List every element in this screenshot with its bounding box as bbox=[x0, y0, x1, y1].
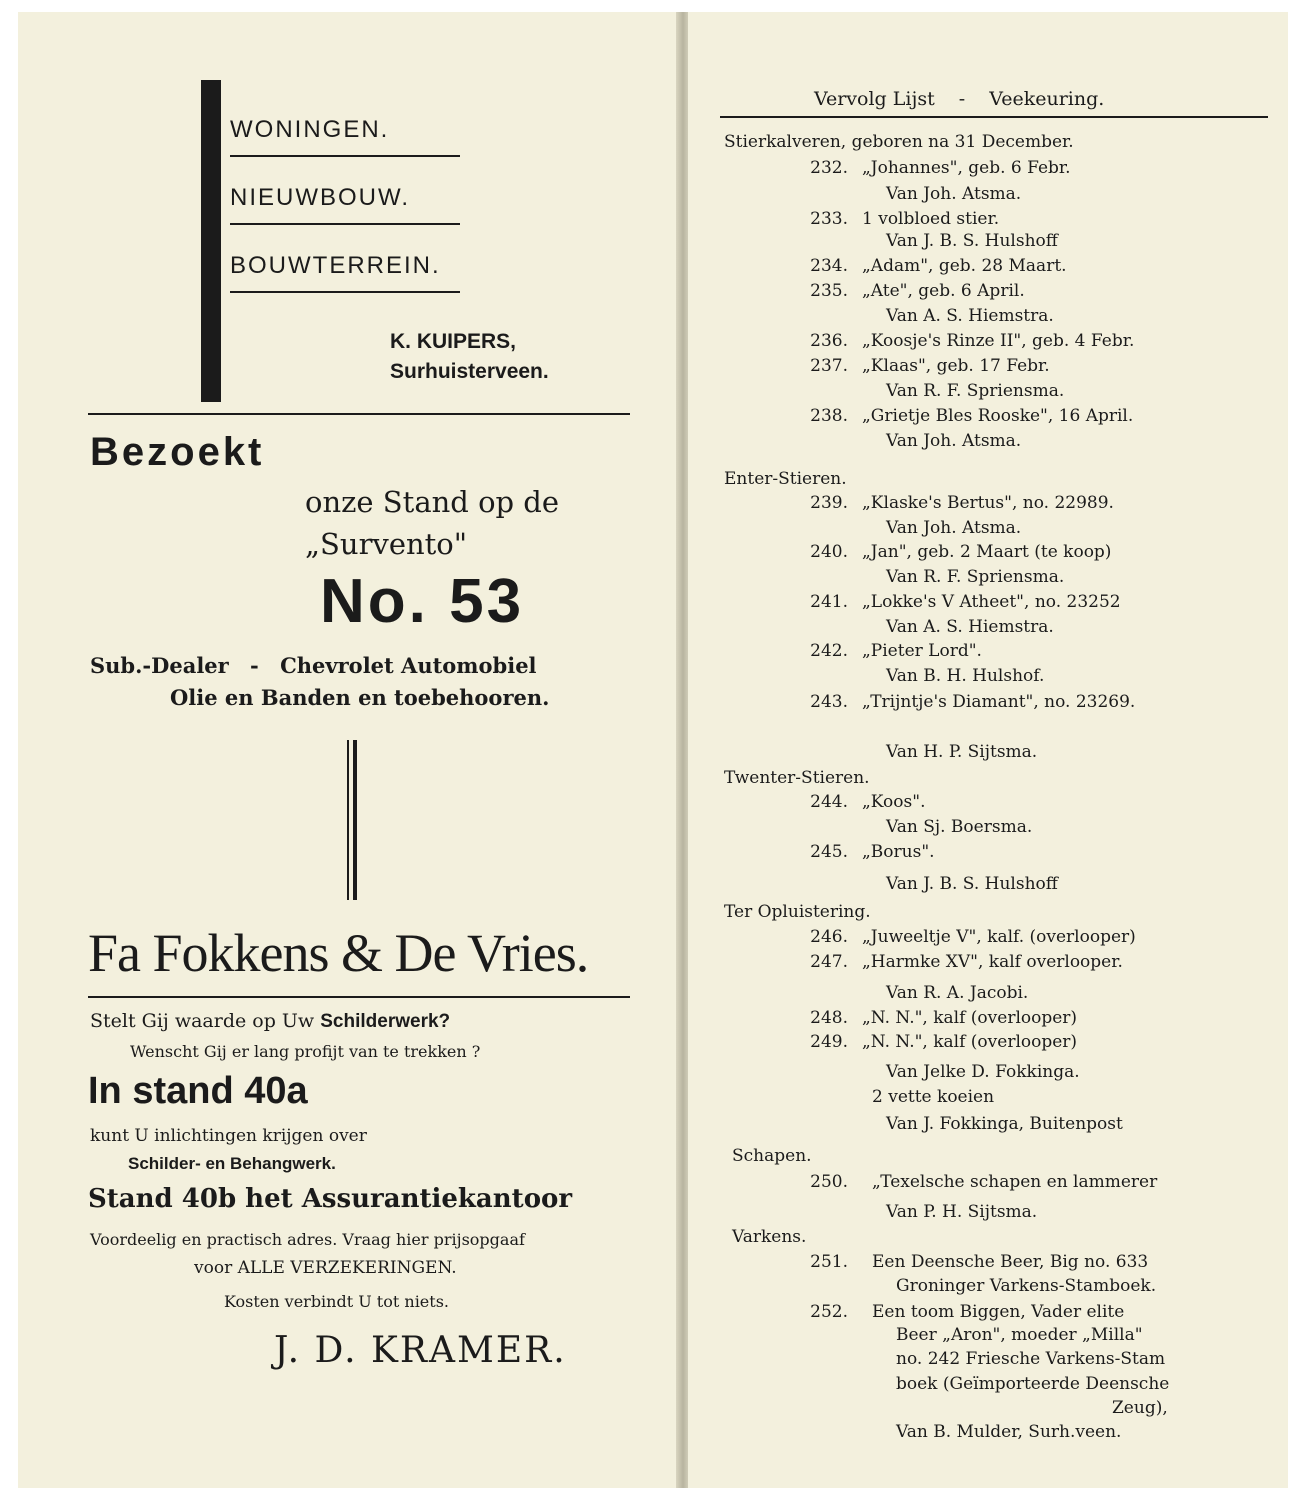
item-number: 247. bbox=[810, 952, 848, 972]
item-text: „Ate", geb. 6 April. bbox=[862, 281, 1025, 301]
item-owner: Van Joh. Atsma. bbox=[886, 518, 1022, 538]
item-number: 252. bbox=[810, 1302, 848, 1322]
item-owner: no. 242 Friesche Varkens-Stam bbox=[896, 1349, 1166, 1369]
item-owner: Van Joh. Atsma. bbox=[886, 431, 1022, 451]
item-text: „Adam", geb. 28 Maart. bbox=[862, 256, 1067, 276]
item-number: 238. bbox=[810, 406, 848, 426]
right-page bbox=[688, 12, 1288, 1488]
category-heading: Varkens. bbox=[732, 1227, 807, 1247]
item-text: „Koos". bbox=[862, 792, 926, 812]
item-number: 232. bbox=[810, 158, 848, 178]
header-subtitle: Veekeuring. bbox=[989, 88, 1105, 110]
header-rule bbox=[720, 116, 1268, 118]
item-number: 239. bbox=[810, 493, 848, 513]
voordeelig-line: Voordeelig en practisch adres. Vraag hier prijsopgaaf bbox=[90, 1230, 525, 1249]
dealer-dash: - bbox=[250, 653, 259, 678]
ad-line-nieuwbouw: NIEUWBOUW. bbox=[230, 184, 410, 211]
item-text: „Klaas", geb. 17 Febr. bbox=[862, 356, 1050, 376]
item-text: „Grietje Bles Rooske", 16 April. bbox=[862, 406, 1134, 426]
item-text: 1 volbloed stier. bbox=[862, 209, 1000, 229]
item-owner: Van Joh. Atsma. bbox=[886, 184, 1022, 204]
category-heading: Stierkalveren, geboren na 31 December. bbox=[724, 132, 1074, 152]
stand-40b: Stand 40b het Assurantiekantoor bbox=[88, 1184, 573, 1214]
stand-number: No. 53 bbox=[320, 567, 525, 636]
item-owner: Van J. Fokkinga, Buitenpost bbox=[886, 1114, 1123, 1134]
item-owner: Zeug), bbox=[1112, 1398, 1168, 1418]
item-number: 237. bbox=[810, 356, 848, 376]
letter-f-bar bbox=[201, 80, 221, 402]
item-owner: Van B. H. Hulshof. bbox=[886, 666, 1045, 686]
item-number: 251. bbox=[810, 1252, 848, 1272]
item-owner: Groninger Varkens-Stamboek. bbox=[896, 1276, 1157, 1296]
survento-name: „Survento" bbox=[305, 527, 468, 561]
item-owner: Van A. S. Hiemstra. bbox=[886, 306, 1054, 326]
divider bbox=[230, 291, 460, 293]
item-owner: Van J. B. S. Hulshoff bbox=[886, 231, 1058, 251]
item-text: Een toom Biggen, Vader elite bbox=[872, 1302, 1125, 1322]
kuipers-name: K. KUIPERS, bbox=[390, 330, 517, 353]
item-number: 240. bbox=[810, 542, 848, 562]
stand-line: onze Stand op de bbox=[305, 485, 560, 519]
category-heading: Ter Opluistering. bbox=[724, 902, 871, 922]
item-text: „Johannes", geb. 6 Febr. bbox=[862, 158, 1071, 178]
item-owner: boek (Geïmporteerde Deensche bbox=[896, 1374, 1170, 1394]
divider bbox=[88, 413, 630, 415]
fokkens-company: Fa Fokkens & De Vries. bbox=[88, 923, 589, 983]
item-text: „Jan", geb. 2 Maart (te koop) bbox=[862, 542, 1112, 562]
stand-40a: In stand 40a bbox=[88, 1070, 308, 1112]
item-number: 236. bbox=[810, 331, 848, 351]
decorative-line bbox=[347, 740, 349, 900]
item-number: 234. bbox=[810, 256, 848, 276]
kuipers-place: Surhuisterveen. bbox=[390, 360, 549, 383]
item-text: „Harmke XV", kalf overlooper. bbox=[862, 952, 1123, 972]
item-number: 233. bbox=[810, 209, 848, 229]
divider bbox=[230, 223, 460, 225]
behangwerk-line: Schilder- en Behangwerk. bbox=[128, 1154, 336, 1173]
item-owner: Van Sj. Boersma. bbox=[886, 817, 1033, 837]
item-number: 244. bbox=[810, 792, 848, 812]
item-number: 249. bbox=[810, 1032, 848, 1052]
schilderwerk-bold: Schilderwerk? bbox=[320, 1011, 451, 1032]
item-owner: Van P. H. Sijtsma. bbox=[886, 1202, 1038, 1222]
item-number: 241. bbox=[810, 592, 848, 612]
item-number: 246. bbox=[810, 927, 848, 947]
decorative-line bbox=[353, 740, 357, 900]
category-heading: Enter-Stieren. bbox=[724, 469, 847, 489]
item-number: 235. bbox=[810, 281, 848, 301]
left-page bbox=[18, 12, 678, 1488]
item-text: 2 vette koeien bbox=[872, 1087, 995, 1107]
dealer-products: Olie en Banden en toebehooren. bbox=[170, 685, 550, 710]
kosten-line: Kosten verbindt U tot niets. bbox=[224, 1292, 449, 1311]
item-text: „Klaske's Bertus", no. 22989. bbox=[862, 493, 1114, 513]
inlichtingen-line: kunt U inlichtingen krijgen over bbox=[90, 1126, 367, 1146]
ad-line-bouwterrein: BOUWTERREIN. bbox=[230, 252, 441, 279]
item-owner: Van A. S. Hiemstra. bbox=[886, 617, 1054, 637]
profijt-line: Wenscht Gij er lang profijt van te trekken ? bbox=[130, 1042, 481, 1061]
category-heading: Twenter-Stieren. bbox=[724, 768, 870, 788]
item-number: 242. bbox=[810, 641, 848, 661]
header-title: Vervolg Lijst bbox=[814, 88, 935, 110]
list-header bbox=[814, 88, 1104, 110]
kramer-signature: J. D. KRAMER. bbox=[274, 1330, 567, 1371]
ad-line-woningen: WONINGEN. bbox=[230, 116, 390, 143]
item-text: „N. N.", kalf (overlooper) bbox=[862, 1032, 1078, 1052]
item-text: „Borus". bbox=[862, 842, 935, 862]
item-owner: Van R. F. Spriensma. bbox=[886, 381, 1065, 401]
item-text: „Lokke's V Atheet", no. 23252 bbox=[862, 592, 1121, 612]
item-number: 250. bbox=[810, 1172, 848, 1192]
verzekeringen-line: voor ALLE VERZEKERINGEN. bbox=[194, 1258, 457, 1278]
item-owner: Van R. F. Spriensma. bbox=[886, 567, 1065, 587]
item-number: 243. bbox=[810, 692, 848, 712]
item-owner: Van R. A. Jacobi. bbox=[886, 983, 1029, 1003]
dealer-label: Sub.-Dealer bbox=[90, 653, 229, 678]
item-number: 248. bbox=[810, 1008, 848, 1028]
item-text: „Koosje's Rinze II", geb. 4 Febr. bbox=[862, 331, 1135, 351]
item-text: Een Deensche Beer, Big no. 633 bbox=[872, 1252, 1149, 1272]
item-text: „Trijntje's Diamant", no. 23269. bbox=[862, 692, 1136, 712]
divider bbox=[230, 155, 460, 157]
header-dash: - bbox=[958, 88, 966, 110]
item-owner: Van Jelke D. Fokkinga. bbox=[886, 1062, 1080, 1082]
category-heading: Schapen. bbox=[732, 1146, 812, 1166]
item-owner: Van H. P. Sijtsma. bbox=[886, 742, 1038, 762]
item-owner: Beer „Aron", moeder „Milla" bbox=[896, 1325, 1143, 1345]
dealer-brand: Chevrolet Automobiel bbox=[280, 653, 537, 678]
item-owner: Van J. B. S. Hulshoff bbox=[886, 874, 1058, 894]
item-number: 245. bbox=[810, 842, 848, 862]
item-owner: Van B. Mulder, Surh.veen. bbox=[896, 1422, 1122, 1442]
item-text: „Juweeltje V", kalf. (overlooper) bbox=[862, 927, 1136, 947]
bezoekt-heading: Bezoekt bbox=[90, 430, 265, 474]
schilderwerk-question: Stelt Gij waarde op Uw bbox=[90, 1010, 315, 1032]
item-text: „N. N.", kalf (overlooper) bbox=[862, 1008, 1078, 1028]
item-text: „Texelsche schapen en lammerer bbox=[872, 1172, 1158, 1192]
divider bbox=[88, 996, 630, 998]
item-text: „Pieter Lord". bbox=[862, 641, 982, 661]
